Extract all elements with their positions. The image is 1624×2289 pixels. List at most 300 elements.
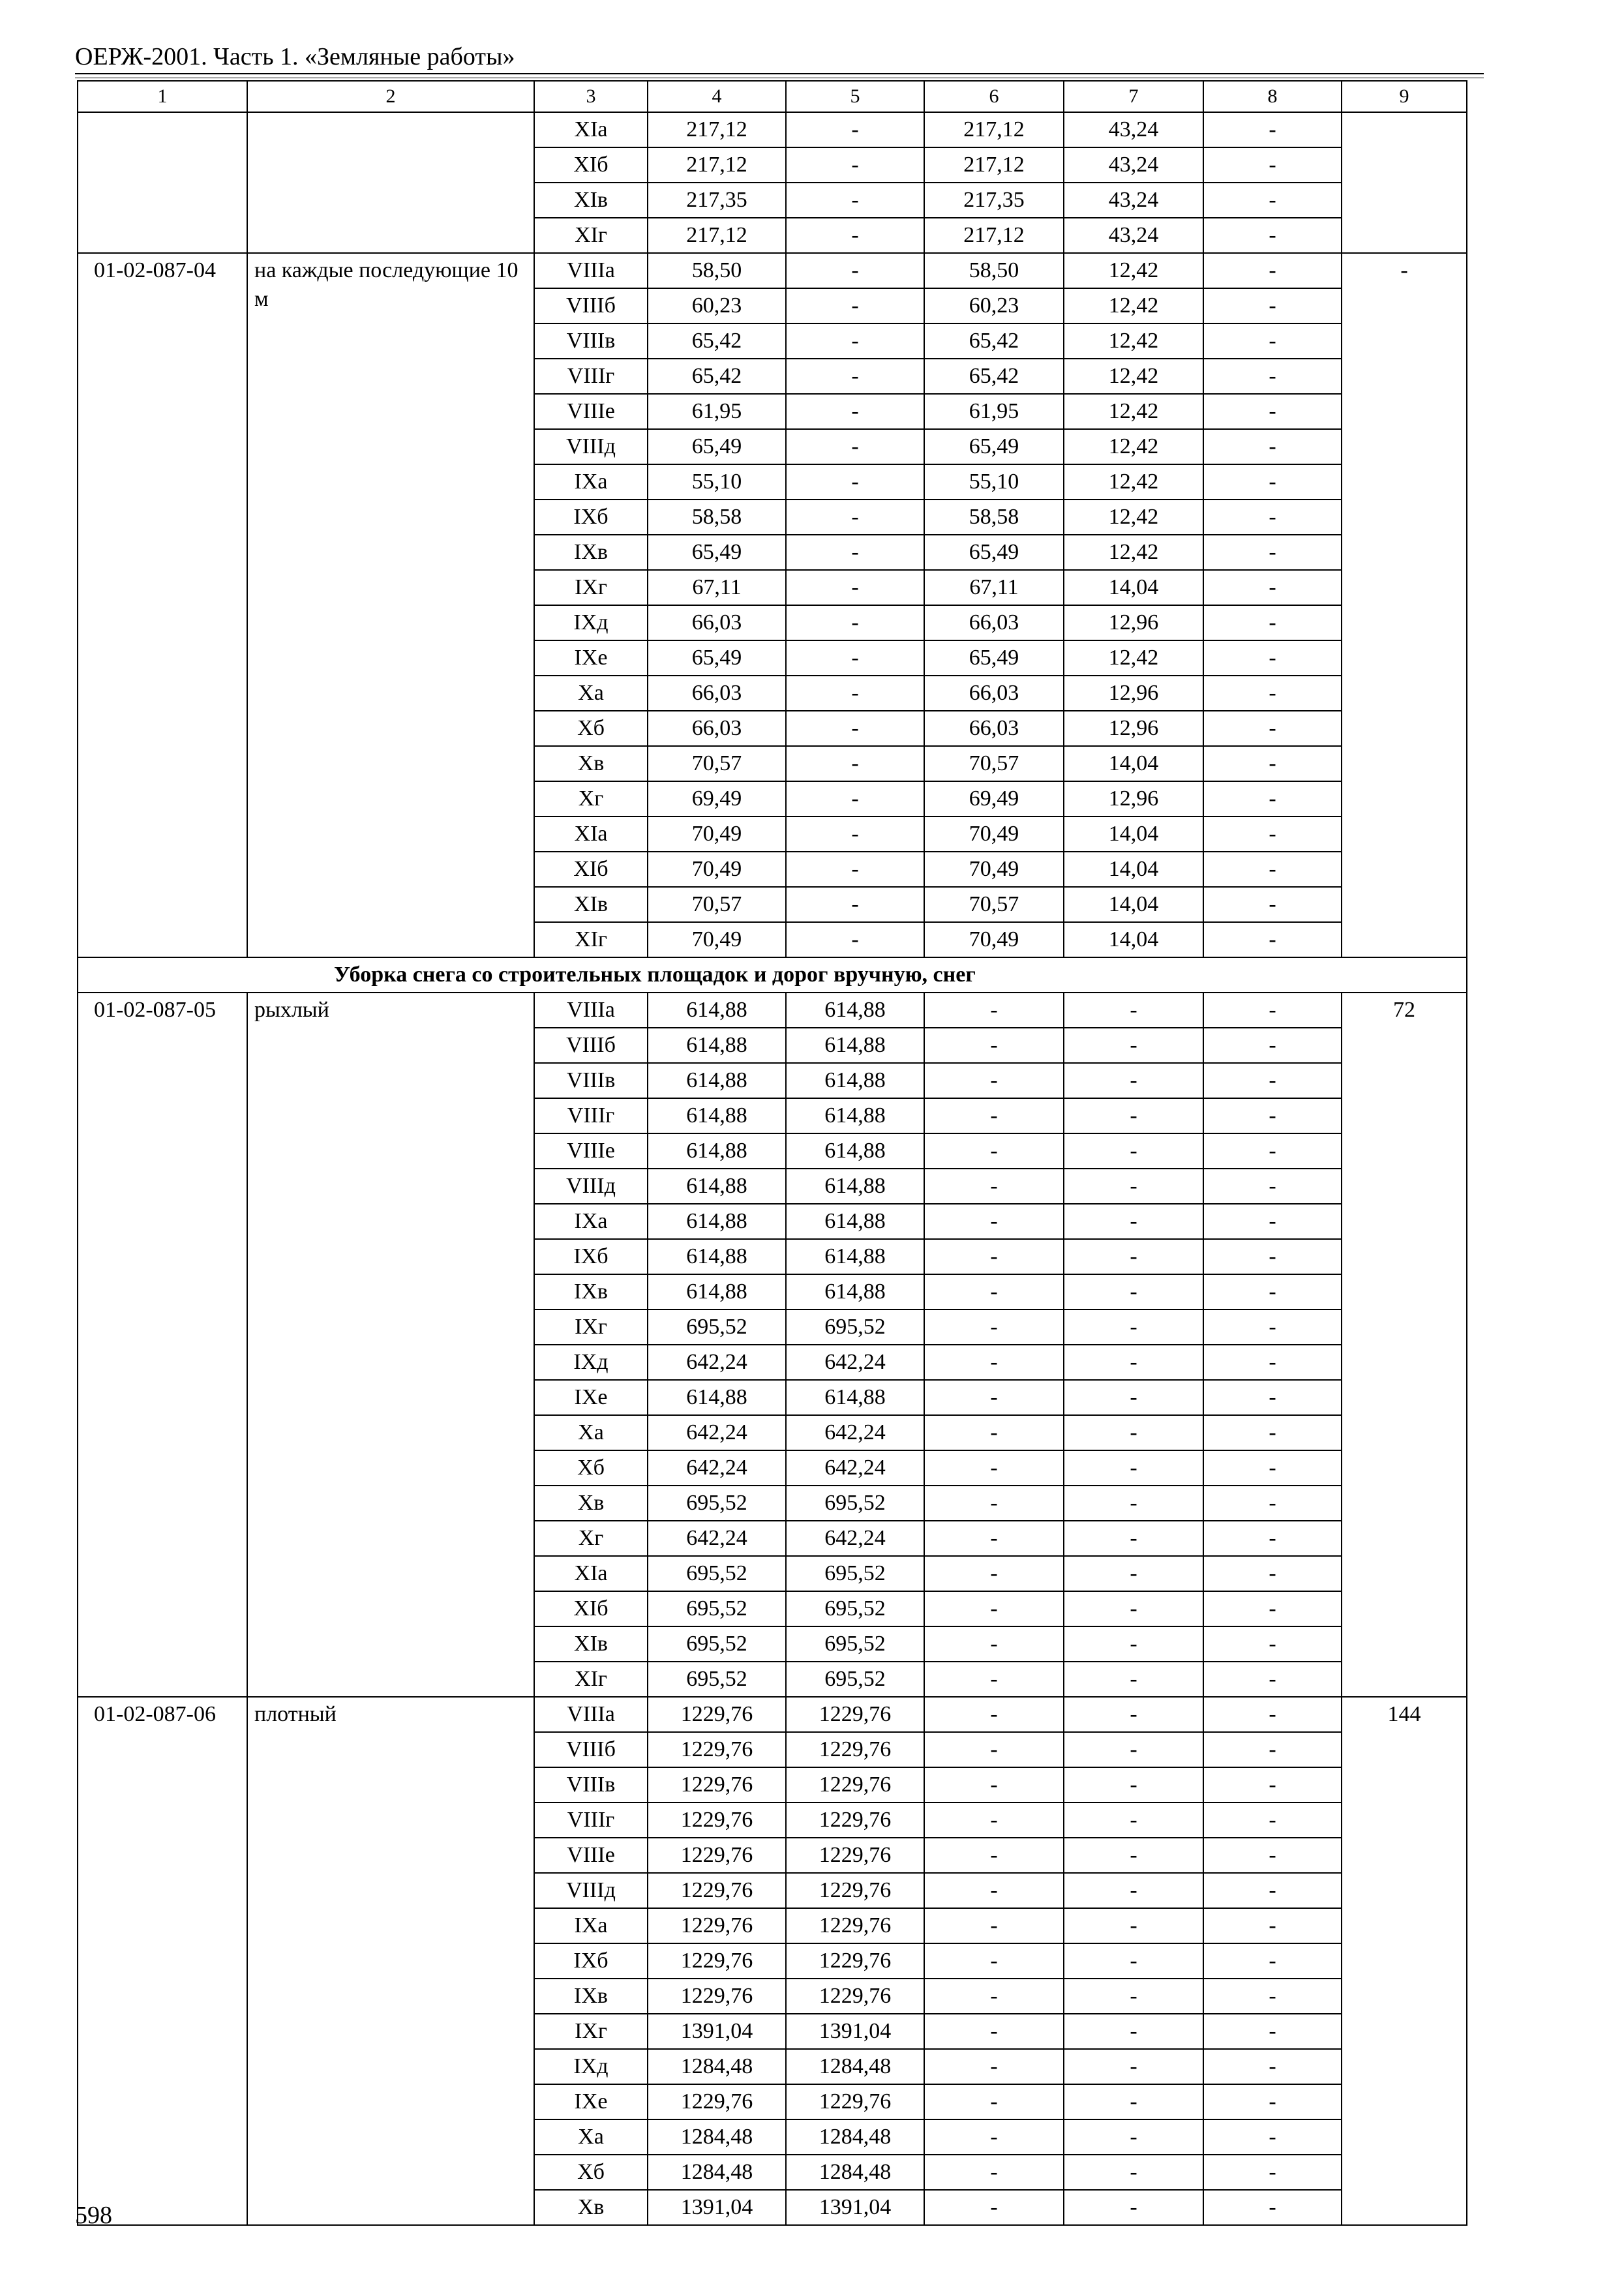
labor-cost-cell: - (786, 605, 924, 640)
labor-cost-cell: 1229,76 (786, 1697, 924, 1732)
labor-cost-cell: 1229,76 (786, 1732, 924, 1767)
header-divider (75, 73, 1484, 74)
zone-cell: VIIIд (534, 1873, 648, 1908)
total-cost-cell: 65,49 (648, 535, 786, 570)
total-cost-cell: 695,52 (648, 1556, 786, 1591)
zone-cell: XIв (534, 887, 648, 922)
total-cost-cell: 66,03 (648, 676, 786, 711)
machine-cost-cell: 61,95 (924, 394, 1064, 429)
operator-pay-cell: 43,24 (1064, 218, 1203, 253)
total-cost-cell: 65,42 (648, 359, 786, 394)
machine-cost-cell: 70,49 (924, 816, 1064, 852)
page-number: 598 (75, 2202, 112, 2229)
total-cost-cell: 614,88 (648, 1239, 786, 1274)
materials-cell: - (1203, 1767, 1342, 1803)
operator-pay-cell: 14,04 (1064, 922, 1203, 957)
operator-pay-cell: 12,42 (1064, 323, 1203, 359)
zone-cell: IXа (534, 1204, 648, 1239)
machine-cost-cell: 66,03 (924, 711, 1064, 746)
materials-cell: - (1203, 1979, 1342, 2014)
operator-pay-cell: - (1064, 1838, 1203, 1873)
materials-cell: - (1203, 1662, 1342, 1697)
rates-table (77, 80, 1467, 2226)
labor-hours-cell (1342, 112, 1467, 253)
total-cost-cell: 1229,76 (648, 1838, 786, 1873)
machine-cost-cell: - (924, 2049, 1064, 2084)
total-cost-cell: 217,35 (648, 183, 786, 218)
labor-cost-cell: - (786, 781, 924, 816)
materials-cell: - (1203, 676, 1342, 711)
machine-cost-cell: - (924, 1415, 1064, 1450)
operator-pay-cell: 43,24 (1064, 112, 1203, 147)
materials-cell: - (1203, 816, 1342, 852)
operator-pay-cell: - (1064, 1098, 1203, 1133)
materials-cell: - (1203, 1028, 1342, 1063)
total-cost-cell: 1229,76 (648, 1697, 786, 1732)
machine-cost-cell: - (924, 2014, 1064, 2049)
machine-cost-cell: - (924, 1098, 1064, 1133)
materials-cell: - (1203, 147, 1342, 183)
operator-pay-cell: - (1064, 1697, 1203, 1732)
materials-cell: - (1203, 570, 1342, 605)
materials-cell: - (1203, 746, 1342, 781)
rate-code: 01-02-087-04 (78, 253, 247, 957)
operator-pay-cell: - (1064, 1521, 1203, 1556)
machine-cost-cell: - (924, 2190, 1064, 2225)
zone-cell: VIIIб (534, 288, 648, 323)
operator-pay-cell: 12,42 (1064, 253, 1203, 288)
materials-cell: - (1203, 1169, 1342, 1204)
machine-cost-cell: 70,49 (924, 852, 1064, 887)
total-cost-cell: 642,24 (648, 1345, 786, 1380)
labor-cost-cell: 614,88 (786, 1274, 924, 1309)
operator-pay-cell: - (1064, 1662, 1203, 1697)
operator-pay-cell: - (1064, 2084, 1203, 2119)
machine-cost-cell: - (924, 1063, 1064, 1098)
column-number: 1 (78, 81, 247, 112)
work-description: на каждые последующие 10 м (247, 253, 534, 957)
total-cost-cell: 1229,76 (648, 1979, 786, 2014)
zone-cell: Xг (534, 781, 648, 816)
zone-cell: IXе (534, 640, 648, 676)
operator-pay-cell: 12,42 (1064, 464, 1203, 500)
zone-cell: VIIIе (534, 1133, 648, 1169)
labor-cost-cell: 614,88 (786, 1028, 924, 1063)
machine-cost-cell: 58,50 (924, 253, 1064, 288)
machine-cost-cell: 70,57 (924, 887, 1064, 922)
labor-cost-cell: 695,52 (786, 1556, 924, 1591)
labor-cost-cell: 695,52 (786, 1486, 924, 1521)
zone-cell: Xв (534, 2190, 648, 2225)
page-header-title: ОЕРЖ-2001. Часть 1. «Земляные работы» (75, 43, 515, 70)
column-number: 3 (534, 81, 648, 112)
zone-cell: IXа (534, 464, 648, 500)
materials-cell: - (1203, 852, 1342, 887)
column-number: 6 (924, 81, 1064, 112)
total-cost-cell: 1229,76 (648, 1873, 786, 1908)
zone-cell: VIIIб (534, 1732, 648, 1767)
operator-pay-cell: - (1064, 2014, 1203, 2049)
machine-cost-cell: - (924, 1767, 1064, 1803)
total-cost-cell: 1229,76 (648, 2084, 786, 2119)
total-cost-cell: 695,52 (648, 1591, 786, 1626)
operator-pay-cell: - (1064, 1626, 1203, 1662)
total-cost-cell: 695,52 (648, 1309, 786, 1345)
total-cost-cell: 70,57 (648, 746, 786, 781)
operator-pay-cell: - (1064, 1204, 1203, 1239)
labor-cost-cell: - (786, 323, 924, 359)
operator-pay-cell: - (1064, 1028, 1203, 1063)
labor-cost-cell: 695,52 (786, 1662, 924, 1697)
zone-cell: VIIIв (534, 323, 648, 359)
zone-cell: IXг (534, 1309, 648, 1345)
rate-code: 01-02-087-05 (78, 993, 247, 1697)
zone-cell: VIIIв (534, 1063, 648, 1098)
zone-cell: IXа (534, 1908, 648, 1943)
zone-cell: IXв (534, 1274, 648, 1309)
operator-pay-cell: 12,42 (1064, 394, 1203, 429)
zone-cell: XIг (534, 1662, 648, 1697)
machine-cost-cell: 55,10 (924, 464, 1064, 500)
materials-cell: - (1203, 253, 1342, 288)
machine-cost-cell: 65,42 (924, 359, 1064, 394)
materials-cell: - (1203, 429, 1342, 464)
machine-cost-cell: - (924, 1979, 1064, 2014)
zone-cell: XIв (534, 183, 648, 218)
materials-cell: - (1203, 1521, 1342, 1556)
column-number: 9 (1342, 81, 1467, 112)
column-number: 2 (247, 81, 534, 112)
zone-cell: IXд (534, 1345, 648, 1380)
zone-cell: IXб (534, 1943, 648, 1979)
materials-cell: - (1203, 1873, 1342, 1908)
labor-cost-cell: - (786, 359, 924, 394)
total-cost-cell: 614,88 (648, 1274, 786, 1309)
labor-cost-cell: 1229,76 (786, 1803, 924, 1838)
zone-cell: IXд (534, 2049, 648, 2084)
total-cost-cell: 70,57 (648, 887, 786, 922)
total-cost-cell: 1391,04 (648, 2014, 786, 2049)
labor-cost-cell: - (786, 288, 924, 323)
zone-cell: IXе (534, 2084, 648, 2119)
machine-cost-cell: 66,03 (924, 605, 1064, 640)
total-cost-cell: 1229,76 (648, 1767, 786, 1803)
materials-cell: - (1203, 535, 1342, 570)
zone-cell: IXв (534, 535, 648, 570)
total-cost-cell: 66,03 (648, 711, 786, 746)
materials-cell: - (1203, 1274, 1342, 1309)
zone-cell: VIIIг (534, 1098, 648, 1133)
table-row (78, 253, 1467, 288)
labor-cost-cell: 1229,76 (786, 2084, 924, 2119)
labor-cost-cell: - (786, 852, 924, 887)
labor-cost-cell: 642,24 (786, 1450, 924, 1486)
column-number: 4 (648, 81, 786, 112)
total-cost-cell: 58,58 (648, 500, 786, 535)
materials-cell: - (1203, 288, 1342, 323)
total-cost-cell: 695,52 (648, 1662, 786, 1697)
machine-cost-cell: - (924, 1486, 1064, 1521)
labor-cost-cell: 695,52 (786, 1309, 924, 1345)
materials-cell: - (1203, 1380, 1342, 1415)
materials-cell: - (1203, 605, 1342, 640)
operator-pay-cell: 43,24 (1064, 183, 1203, 218)
materials-cell: - (1203, 1697, 1342, 1732)
operator-pay-cell: 12,42 (1064, 429, 1203, 464)
materials-cell: - (1203, 781, 1342, 816)
labor-cost-cell: - (786, 535, 924, 570)
materials-cell: - (1203, 2084, 1342, 2119)
zone-cell: XIг (534, 218, 648, 253)
materials-cell: - (1203, 1943, 1342, 1979)
operator-pay-cell: - (1064, 1450, 1203, 1486)
labor-cost-cell: - (786, 711, 924, 746)
materials-cell: - (1203, 2014, 1342, 2049)
labor-cost-cell: - (786, 253, 924, 288)
machine-cost-cell: - (924, 1169, 1064, 1204)
zone-cell: IXб (534, 1239, 648, 1274)
machine-cost-cell: - (924, 1626, 1064, 1662)
labor-cost-cell: 1391,04 (786, 2190, 924, 2225)
operator-pay-cell: - (1064, 1803, 1203, 1838)
labor-cost-cell: 642,24 (786, 1521, 924, 1556)
machine-cost-cell: - (924, 993, 1064, 1028)
materials-cell: - (1203, 1204, 1342, 1239)
materials-cell: - (1203, 394, 1342, 429)
total-cost-cell: 69,49 (648, 781, 786, 816)
total-cost-cell: 614,88 (648, 1204, 786, 1239)
operator-pay-cell: 14,04 (1064, 852, 1203, 887)
labor-cost-cell: - (786, 887, 924, 922)
materials-cell: - (1203, 218, 1342, 253)
machine-cost-cell: - (924, 1803, 1064, 1838)
machine-cost-cell: 217,12 (924, 112, 1064, 147)
materials-cell: - (1203, 1239, 1342, 1274)
labor-cost-cell: 1284,48 (786, 2049, 924, 2084)
machine-cost-cell: 60,23 (924, 288, 1064, 323)
total-cost-cell: 1284,48 (648, 2119, 786, 2155)
machine-cost-cell: - (924, 1908, 1064, 1943)
materials-cell: - (1203, 711, 1342, 746)
zone-cell: VIIIе (534, 1838, 648, 1873)
labor-cost-cell: 1229,76 (786, 1908, 924, 1943)
materials-cell: - (1203, 464, 1342, 500)
machine-cost-cell: 65,49 (924, 429, 1064, 464)
labor-cost-cell: - (786, 183, 924, 218)
machine-cost-cell: 65,49 (924, 535, 1064, 570)
operator-pay-cell: 12,96 (1064, 605, 1203, 640)
materials-cell: - (1203, 2155, 1342, 2190)
operator-pay-cell: 14,04 (1064, 887, 1203, 922)
total-cost-cell: 1284,48 (648, 2049, 786, 2084)
labor-hours-cell: 72 (1342, 993, 1467, 1697)
work-description: плотный (247, 1697, 534, 2225)
machine-cost-cell: - (924, 1732, 1064, 1767)
total-cost-cell: 614,88 (648, 1063, 786, 1098)
machine-cost-cell: - (924, 2084, 1064, 2119)
operator-pay-cell: - (1064, 1732, 1203, 1767)
total-cost-cell: 65,42 (648, 323, 786, 359)
materials-cell: - (1203, 1309, 1342, 1345)
labor-cost-cell: 614,88 (786, 1098, 924, 1133)
zone-cell: VIIIг (534, 1803, 648, 1838)
labor-cost-cell: 1229,76 (786, 1767, 924, 1803)
total-cost-cell: 614,88 (648, 1098, 786, 1133)
operator-pay-cell: 43,24 (1064, 147, 1203, 183)
materials-cell: - (1203, 1838, 1342, 1873)
total-cost-cell: 217,12 (648, 218, 786, 253)
operator-pay-cell: - (1064, 1239, 1203, 1274)
operator-pay-cell: - (1064, 1979, 1203, 2014)
operator-pay-cell: - (1064, 1556, 1203, 1591)
total-cost-cell: 217,12 (648, 147, 786, 183)
labor-cost-cell: - (786, 922, 924, 957)
operator-pay-cell: - (1064, 1133, 1203, 1169)
zone-cell: Xб (534, 1450, 648, 1486)
zone-cell: IXд (534, 605, 648, 640)
machine-cost-cell: - (924, 1380, 1064, 1415)
total-cost-cell: 1229,76 (648, 1732, 786, 1767)
total-cost-cell: 65,49 (648, 429, 786, 464)
column-number: 5 (786, 81, 924, 112)
machine-cost-cell: 65,42 (924, 323, 1064, 359)
operator-pay-cell: - (1064, 2049, 1203, 2084)
zone-cell: IXв (534, 1979, 648, 2014)
total-cost-cell: 70,49 (648, 922, 786, 957)
machine-cost-cell: - (924, 1697, 1064, 1732)
operator-pay-cell: - (1064, 1486, 1203, 1521)
operator-pay-cell: 12,96 (1064, 711, 1203, 746)
operator-pay-cell: - (1064, 1309, 1203, 1345)
operator-pay-cell: 12,42 (1064, 640, 1203, 676)
operator-pay-cell: 12,42 (1064, 535, 1203, 570)
operator-pay-cell: - (1064, 1274, 1203, 1309)
machine-cost-cell: - (924, 1345, 1064, 1380)
zone-cell: XIа (534, 1556, 648, 1591)
materials-cell: - (1203, 112, 1342, 147)
labor-cost-cell: - (786, 112, 924, 147)
operator-pay-cell: - (1064, 1943, 1203, 1979)
column-number: 8 (1203, 81, 1342, 112)
operator-pay-cell: 12,42 (1064, 359, 1203, 394)
labor-cost-cell: - (786, 218, 924, 253)
zone-cell: VIIIд (534, 429, 648, 464)
machine-cost-cell: 217,12 (924, 147, 1064, 183)
operator-pay-cell: - (1064, 993, 1203, 1028)
operator-pay-cell: - (1064, 2190, 1203, 2225)
total-cost-cell: 1229,76 (648, 1908, 786, 1943)
zone-cell: VIIIа (534, 993, 648, 1028)
zone-cell: Xа (534, 676, 648, 711)
operator-pay-cell: - (1064, 1380, 1203, 1415)
materials-cell: - (1203, 323, 1342, 359)
labor-cost-cell: - (786, 640, 924, 676)
materials-cell: - (1203, 1803, 1342, 1838)
machine-cost-cell: - (924, 1662, 1064, 1697)
materials-cell: - (1203, 1732, 1342, 1767)
labor-cost-cell: 1229,76 (786, 1873, 924, 1908)
operator-pay-cell: - (1064, 1345, 1203, 1380)
labor-cost-cell: - (786, 147, 924, 183)
total-cost-cell: 66,03 (648, 605, 786, 640)
labor-cost-cell: 614,88 (786, 1063, 924, 1098)
zone-cell: VIIIб (534, 1028, 648, 1063)
materials-cell: - (1203, 1908, 1342, 1943)
total-cost-cell: 58,50 (648, 253, 786, 288)
total-cost-cell: 642,24 (648, 1415, 786, 1450)
labor-cost-cell: 1229,76 (786, 1838, 924, 1873)
zone-cell: XIг (534, 922, 648, 957)
labor-hours-cell: 144 (1342, 1697, 1467, 2225)
total-cost-cell: 1229,76 (648, 1803, 786, 1838)
labor-cost-cell: - (786, 676, 924, 711)
labor-cost-cell: 614,88 (786, 1133, 924, 1169)
materials-cell: - (1203, 1345, 1342, 1380)
labor-cost-cell: - (786, 570, 924, 605)
machine-cost-cell: - (924, 1873, 1064, 1908)
total-cost-cell: 614,88 (648, 993, 786, 1028)
machine-cost-cell: - (924, 1838, 1064, 1873)
materials-cell: - (1203, 640, 1342, 676)
total-cost-cell: 642,24 (648, 1450, 786, 1486)
zone-cell: Xг (534, 1521, 648, 1556)
labor-cost-cell: 1391,04 (786, 2014, 924, 2049)
zone-cell: Xа (534, 2119, 648, 2155)
machine-cost-cell: - (924, 1239, 1064, 1274)
zone-cell: XIа (534, 816, 648, 852)
labor-cost-cell: - (786, 429, 924, 464)
materials-cell: - (1203, 2119, 1342, 2155)
labor-cost-cell: - (786, 394, 924, 429)
materials-cell: - (1203, 1063, 1342, 1098)
machine-cost-cell: - (924, 2119, 1064, 2155)
machine-cost-cell: - (924, 1521, 1064, 1556)
operator-pay-cell: 14,04 (1064, 746, 1203, 781)
labor-cost-cell: 1284,48 (786, 2155, 924, 2190)
machine-cost-cell: - (924, 1943, 1064, 1979)
section-row (78, 957, 1467, 993)
machine-cost-cell: - (924, 1591, 1064, 1626)
machine-cost-cell: - (924, 2155, 1064, 2190)
zone-cell: IXе (534, 1380, 648, 1415)
zone-cell: IXг (534, 570, 648, 605)
zone-cell: XIб (534, 1591, 648, 1626)
operator-pay-cell: 12,96 (1064, 676, 1203, 711)
labor-hours-cell: - (1342, 253, 1467, 957)
machine-cost-cell: 65,49 (924, 640, 1064, 676)
table-row (78, 1697, 1467, 1732)
operator-pay-cell: - (1064, 1591, 1203, 1626)
labor-cost-cell: 1284,48 (786, 2119, 924, 2155)
table-row (78, 112, 1467, 147)
labor-cost-cell: - (786, 746, 924, 781)
zone-cell: VIIIе (534, 394, 648, 429)
zone-cell: Xв (534, 1486, 648, 1521)
materials-cell: - (1203, 359, 1342, 394)
materials-cell: - (1203, 1591, 1342, 1626)
labor-cost-cell: 695,52 (786, 1591, 924, 1626)
zone-cell: Xб (534, 2155, 648, 2190)
total-cost-cell: 65,49 (648, 640, 786, 676)
materials-cell: - (1203, 887, 1342, 922)
materials-cell: - (1203, 922, 1342, 957)
column-number-row (78, 81, 1467, 112)
labor-cost-cell: 1229,76 (786, 1979, 924, 2014)
materials-cell: - (1203, 1556, 1342, 1591)
zone-cell: Xв (534, 746, 648, 781)
total-cost-cell: 614,88 (648, 1169, 786, 1204)
labor-cost-cell: 614,88 (786, 1380, 924, 1415)
